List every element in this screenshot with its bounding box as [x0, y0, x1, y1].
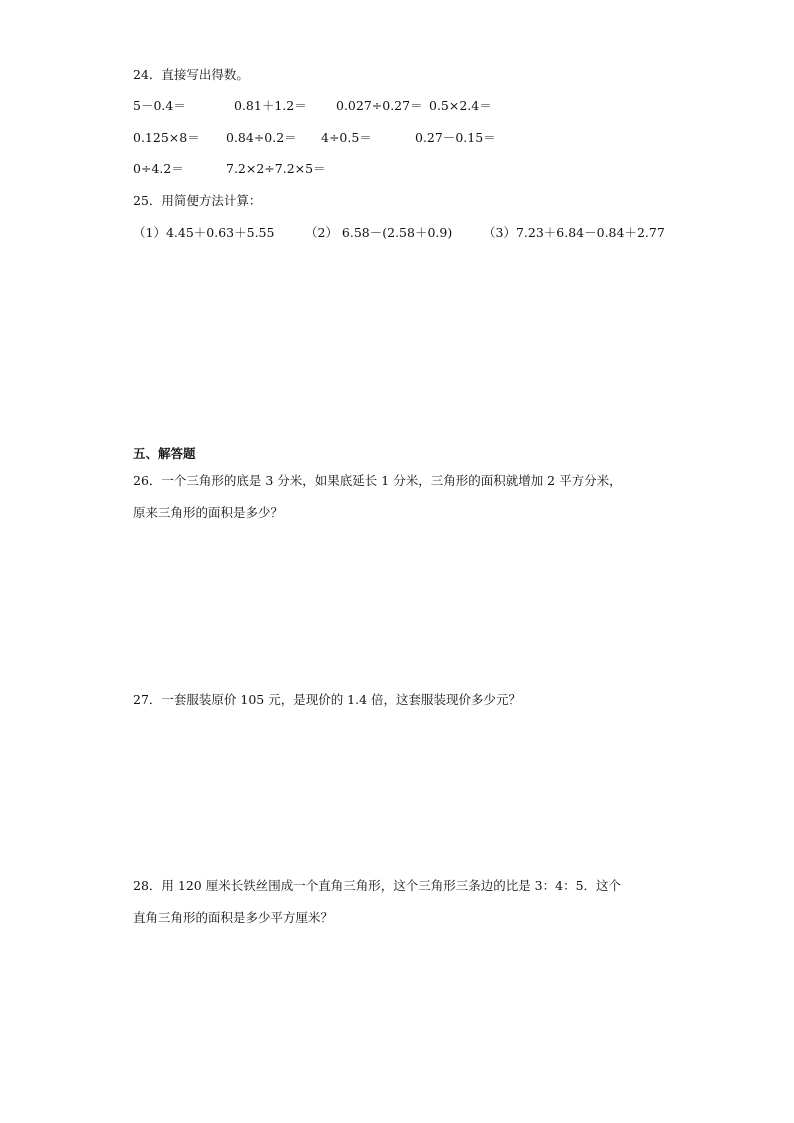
question-28-line-1: 28．用 120 厘米长铁丝围成一个直角三角形，这个三角形三条边的比是 3：4：5．这个 — [133, 878, 622, 893]
question-26-line-2: 原来三角形的面积是多少？ — [133, 505, 284, 520]
question-28-line-2: 直角三角形的面积是多少平方厘米？ — [133, 910, 334, 925]
q24-expr-6: 0.84÷0.2＝ — [226, 130, 297, 145]
q25-item-2: （2） 6.58－(2.58＋0.9) — [305, 225, 453, 240]
q25-item-3: （3）7.23＋6.84－0.84＋2.77 — [483, 225, 665, 240]
q24-expr-8: 0.27－0.15＝ — [415, 130, 496, 145]
q24-expr-7: 4÷0.5＝ — [321, 130, 372, 145]
question-25-title: 25．用简便方法计算： — [133, 193, 262, 208]
q24-expr-10: 7.2×2÷7.2×5＝ — [226, 161, 326, 176]
q24-expr-5: 0.125×8＝ — [133, 130, 200, 145]
section-heading: 五、解答题 — [133, 446, 196, 461]
question-26-line-1: 26．一个三角形的底是 3 分米，如果底延长 1 分米，三角形的面积就增加 2 平方分米， — [133, 473, 622, 488]
q25-item-1: （1）4.45＋0.63＋5.55 — [133, 225, 275, 240]
q24-expr-4: 0.5×2.4＝ — [429, 98, 492, 113]
q24-expr-9: 0÷4.2＝ — [133, 161, 184, 176]
question-24-title: 24．直接写出得数。 — [133, 67, 249, 82]
question-27-line-1: 27．一套服装原价 105 元，是现价的 1.4 倍，这套服装现价多少元？ — [133, 692, 522, 707]
q24-expr-2: 0.81＋1.2＝ — [234, 98, 307, 113]
q24-expr-1: 5－0.4＝ — [133, 98, 186, 113]
q24-expr-3: 0.027÷0.27＝ — [336, 98, 423, 113]
